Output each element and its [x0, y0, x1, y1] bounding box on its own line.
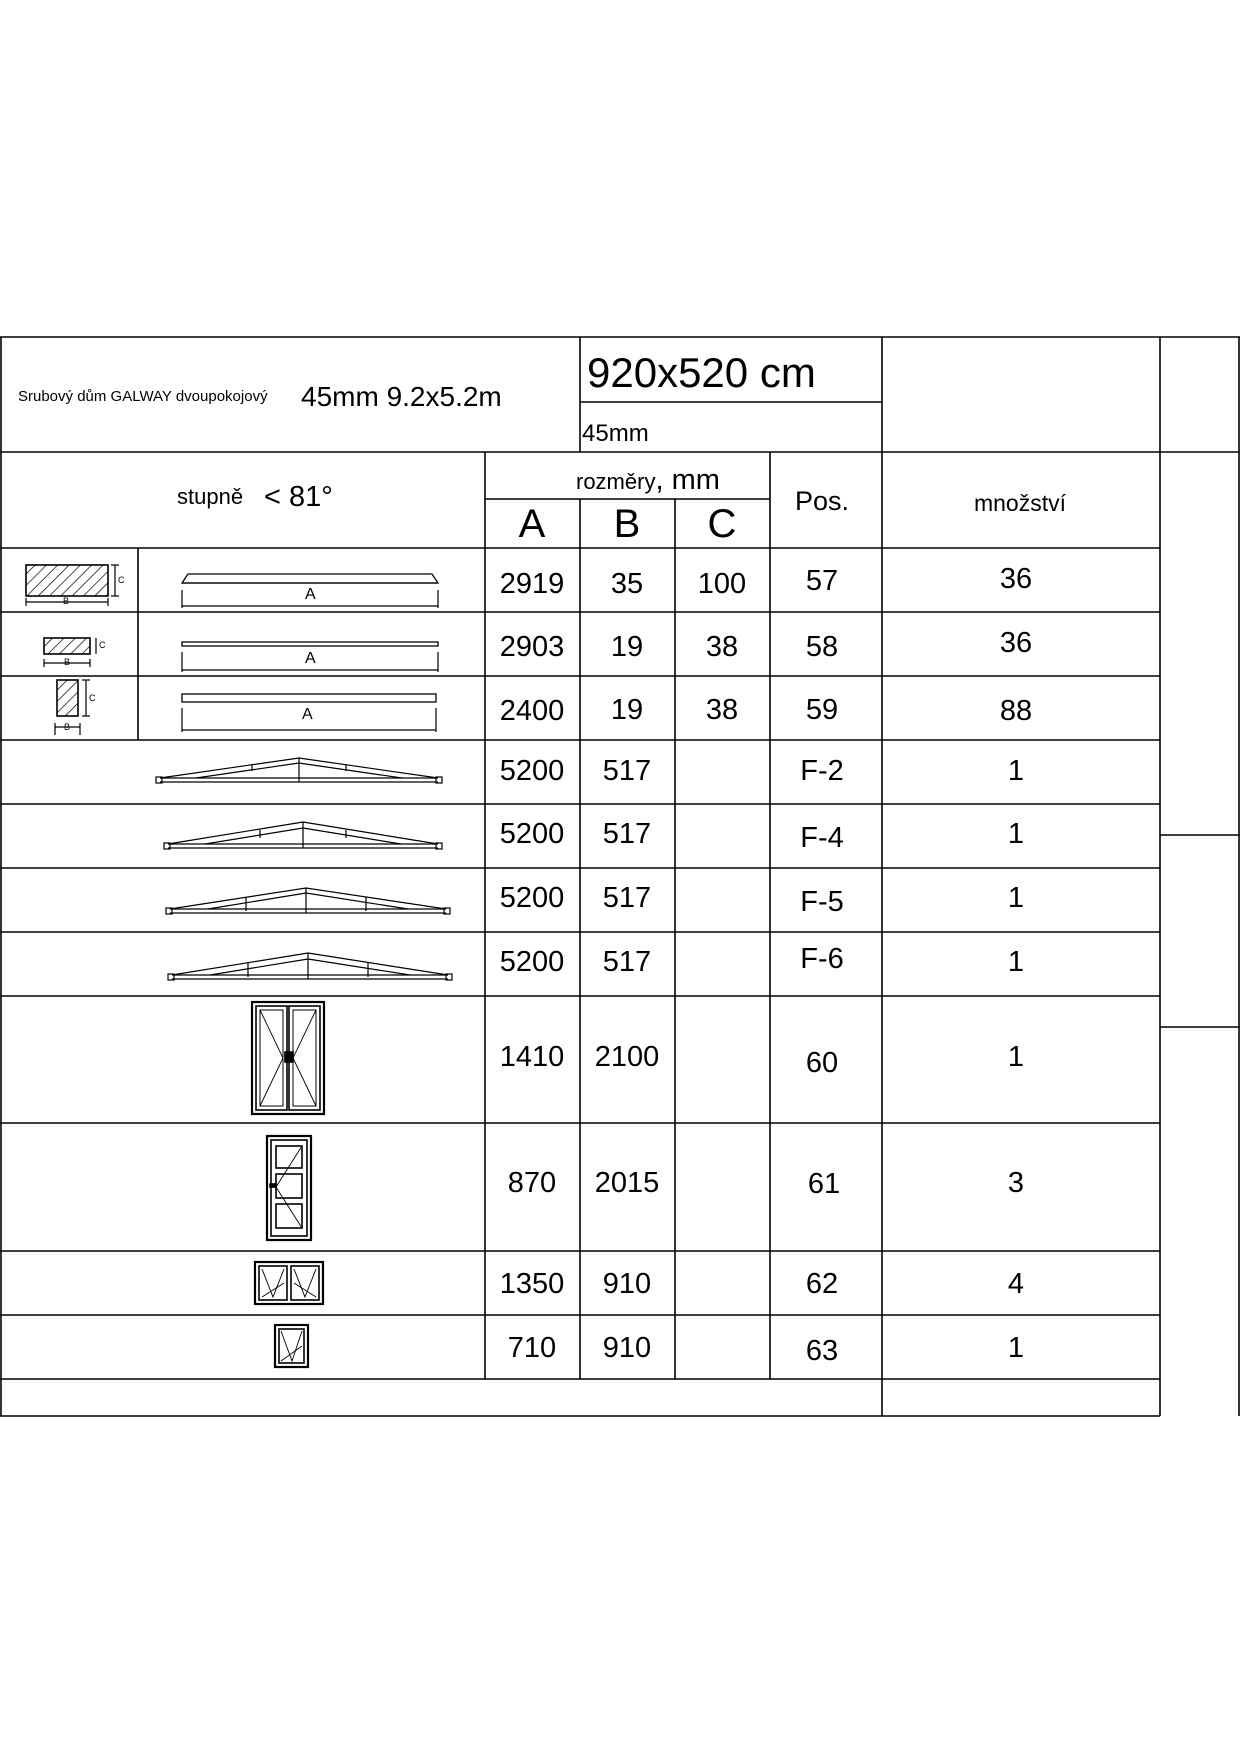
cell-qty: 36 — [999, 563, 1033, 595]
cell-qty: 1 — [1007, 818, 1025, 850]
cell-qty: 88 — [999, 695, 1033, 727]
cell-b: 910 — [602, 1268, 652, 1300]
dimension-label-a: A — [305, 650, 316, 667]
cell-b: 2100 — [594, 1041, 660, 1073]
cell-qty: 4 — [1007, 1268, 1025, 1300]
cell-a: 2919 — [499, 568, 565, 600]
thickness-label: 45mm — [582, 420, 649, 447]
cell-qty: 3 — [1007, 1167, 1025, 1199]
cell-pos: 63 — [805, 1335, 839, 1367]
quantity-header: množství — [973, 490, 1067, 516]
cell-pos: F-4 — [800, 822, 844, 854]
cell-a: 2903 — [499, 631, 565, 663]
truss-f6-drawing — [168, 953, 452, 980]
cell-c: 100 — [697, 568, 747, 600]
cell-a: 5200 — [499, 882, 565, 914]
truss-f2-drawing — [156, 758, 442, 783]
cell-pos: 57 — [805, 565, 839, 597]
column-c-header: C — [707, 502, 737, 546]
dimension-label-b: B — [64, 722, 71, 732]
cell-qty: 36 — [999, 627, 1033, 659]
cell-b: 910 — [602, 1332, 652, 1364]
dimension-label-a: A — [305, 586, 316, 603]
cell-b: 517 — [602, 946, 652, 978]
double-window-drawing — [255, 1262, 323, 1304]
cell-qty: 1 — [1007, 1332, 1025, 1364]
cell-qty: 1 — [1007, 882, 1025, 914]
cell-a: 870 — [507, 1167, 557, 1199]
column-a-header: A — [518, 502, 546, 546]
cell-b: 517 — [602, 882, 652, 914]
degrees-value: < 81° — [264, 481, 333, 513]
cell-a: 5200 — [499, 818, 565, 850]
cell-pos: F-6 — [800, 943, 844, 975]
dimension-label-c: C — [99, 640, 106, 650]
dimension-label-b: B — [63, 596, 70, 606]
board-profile-drawing — [26, 565, 119, 606]
single-window-drawing — [275, 1325, 308, 1367]
dimension-label-b: B — [64, 657, 71, 667]
degrees-label: stupně — [177, 484, 244, 509]
truss-f4-drawing — [164, 822, 442, 849]
cell-pos: 61 — [807, 1168, 841, 1200]
dimension-label-a: A — [302, 706, 313, 723]
cell-a: 2400 — [499, 695, 565, 727]
cell-qty: 1 — [1007, 755, 1025, 787]
product-spec: 45mm 9.2x5.2m — [301, 381, 502, 412]
cell-b: 517 — [602, 818, 652, 850]
product-name: Srubový dům GALWAY dvoupokojový — [18, 388, 268, 405]
dimension-label-c: C — [118, 575, 125, 585]
cell-a: 5200 — [499, 946, 565, 978]
cell-a: 1350 — [499, 1268, 565, 1300]
cell-pos: 60 — [805, 1047, 839, 1079]
column-b-header: B — [613, 502, 641, 546]
cell-pos: F-2 — [800, 755, 844, 787]
cell-a: 1410 — [499, 1041, 565, 1073]
cell-qty: 1 — [1007, 1041, 1025, 1073]
double-door-drawing — [252, 1002, 324, 1114]
cell-pos: 62 — [805, 1268, 839, 1300]
cell-pos: 58 — [805, 631, 839, 663]
cell-c: 38 — [705, 631, 739, 663]
single-door-drawing — [267, 1136, 311, 1240]
cell-a: 5200 — [499, 755, 565, 787]
cell-pos: F-5 — [800, 886, 844, 918]
cell-pos: 59 — [805, 694, 839, 726]
dimensions-label: rozměry, mm — [576, 464, 720, 496]
pos-header: Pos. — [794, 486, 850, 516]
batten-vertical-profile-drawing — [55, 680, 90, 735]
cell-b: 517 — [602, 755, 652, 787]
cell-c: 38 — [705, 694, 739, 726]
cell-b: 2015 — [594, 1167, 660, 1199]
size-label: 920x520 cm — [587, 349, 816, 396]
cell-qty: 1 — [1007, 946, 1025, 978]
cell-b: 35 — [610, 568, 644, 600]
dimension-label-c: C — [89, 693, 96, 703]
truss-f5-drawing — [166, 888, 450, 914]
cell-b: 19 — [610, 694, 644, 726]
cell-b: 19 — [610, 631, 644, 663]
cell-a: 710 — [507, 1332, 557, 1364]
